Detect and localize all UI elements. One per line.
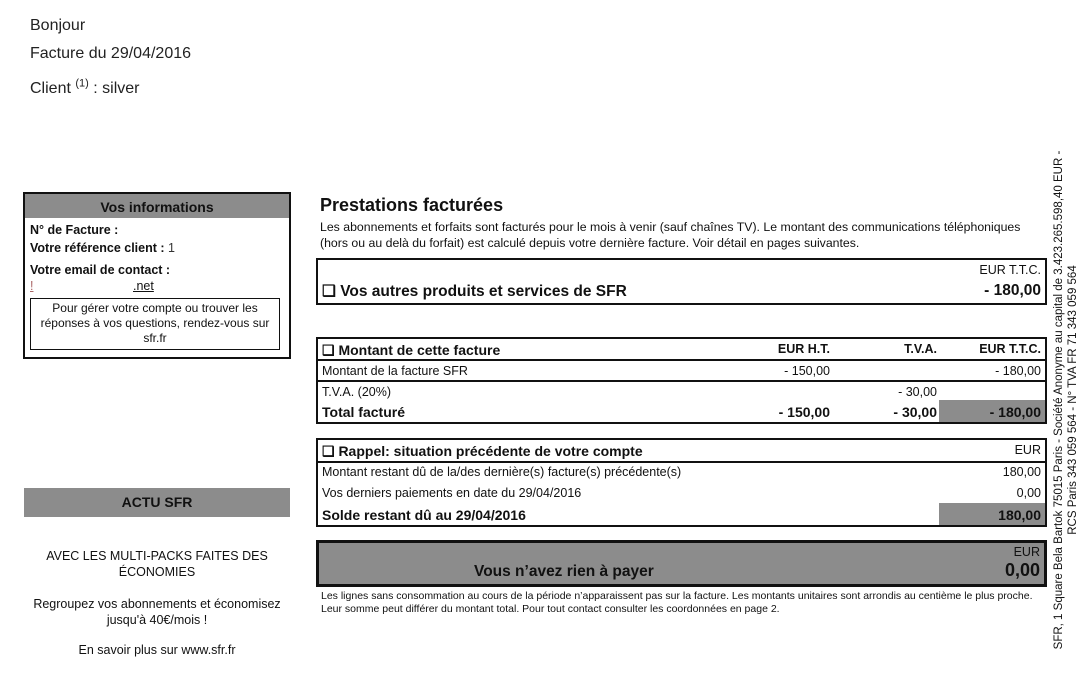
services-box <box>316 258 1047 305</box>
invoice-amount-table: ❑ Montant de cette facture EUR H.T. T.V.A. EUR T.T.C. Montant de la facture SFR - 150,00 - 180,00 T.V.A. (20%) - 30,00 Total facturé - 150,00 - 30,00 - 180,00 <box>316 337 1047 424</box>
footnote: Les lignes sans consommation au cours de la période n’apparaissent pas sur la facture. Les montants unitaires sont arrondis au centième le plus proche. Leur somme peut différer du montant total. Pour tout contact consulter les coordonnées en page 2. <box>321 590 1033 615</box>
email-prefix: ! <box>30 279 34 293</box>
email-suffix: .net <box>133 279 154 293</box>
previous-balance-table: ❑ Rappel: situation précédente de votre compte EUR Montant restant dû de la/des dernière(s) facture(s) précédente(s) 180,00 Vos derniers paiements en date du 29/04/2016 0,00 Solde restant dû au 29/04/2016 180,00 <box>316 438 1047 527</box>
services-amount: - 180,00 <box>984 282 1041 299</box>
amount-due-currency: EUR <box>1013 545 1040 559</box>
amount-due-box <box>316 540 1047 587</box>
greeting: Bonjour <box>30 17 86 34</box>
client-label: Client <box>30 80 71 97</box>
client-footnote-ref: (1) <box>75 77 89 90</box>
section-title: Prestations facturées <box>320 195 504 215</box>
actu-body: Regroupez vos abonnements et économisez jusqu'à 40€/mois ! <box>33 597 281 627</box>
help-text: Pour gérer votre compte ou trouver les réponses à vos questions, rendez-vous sur sfr.fr <box>30 298 280 350</box>
invoice-number: N° de Facture : <box>30 223 119 237</box>
invoice-date: Facture du 29/04/2016 <box>30 45 192 62</box>
table-header: ❑ Montant de cette facture EUR H.T. T.V.A. EUR T.T.C. <box>322 342 1041 358</box>
actu-link[interactable]: En savoir plus sur www.sfr.fr <box>78 643 236 657</box>
actu-headline: AVEC LES MULTI-PACKS FAITES DES ÉCONOMIES <box>46 549 268 579</box>
client-value: : silver <box>93 80 140 97</box>
intro-text: Les abonnements et forfaits sont facturés pour le mois à venir (sauf chaînes TV). Le montant des communications téléphoniques (hors ou au delà du forfait) est calculé depuis votre dernière facture. Voir détail en pages suivantes. <box>320 220 1021 250</box>
client-line <box>30 77 140 98</box>
legal-notice: SFR, 1 Square Bela Bartok 75015 Paris - Société Anonyme au capital de 3.423.265.598,40 EUR - RCS Paris 343 059 564 - N° TVA FR 71 343 059 564 <box>1053 150 1079 650</box>
actu-title: ACTU SFR <box>24 488 290 517</box>
currency-header: EUR T.T.C. <box>979 263 1041 277</box>
info-box-title: Vos informations <box>25 194 289 218</box>
services-label: ❑ Vos autres produits et services de SFR <box>322 283 627 300</box>
info-box <box>23 192 291 359</box>
client-reference: Votre référence client : 1 <box>30 241 175 255</box>
email-label: Votre email de contact : <box>30 263 171 277</box>
amount-due-label: Vous n’avez rien à payer <box>474 563 654 580</box>
amount-due-value: 0,00 <box>1004 560 1040 580</box>
